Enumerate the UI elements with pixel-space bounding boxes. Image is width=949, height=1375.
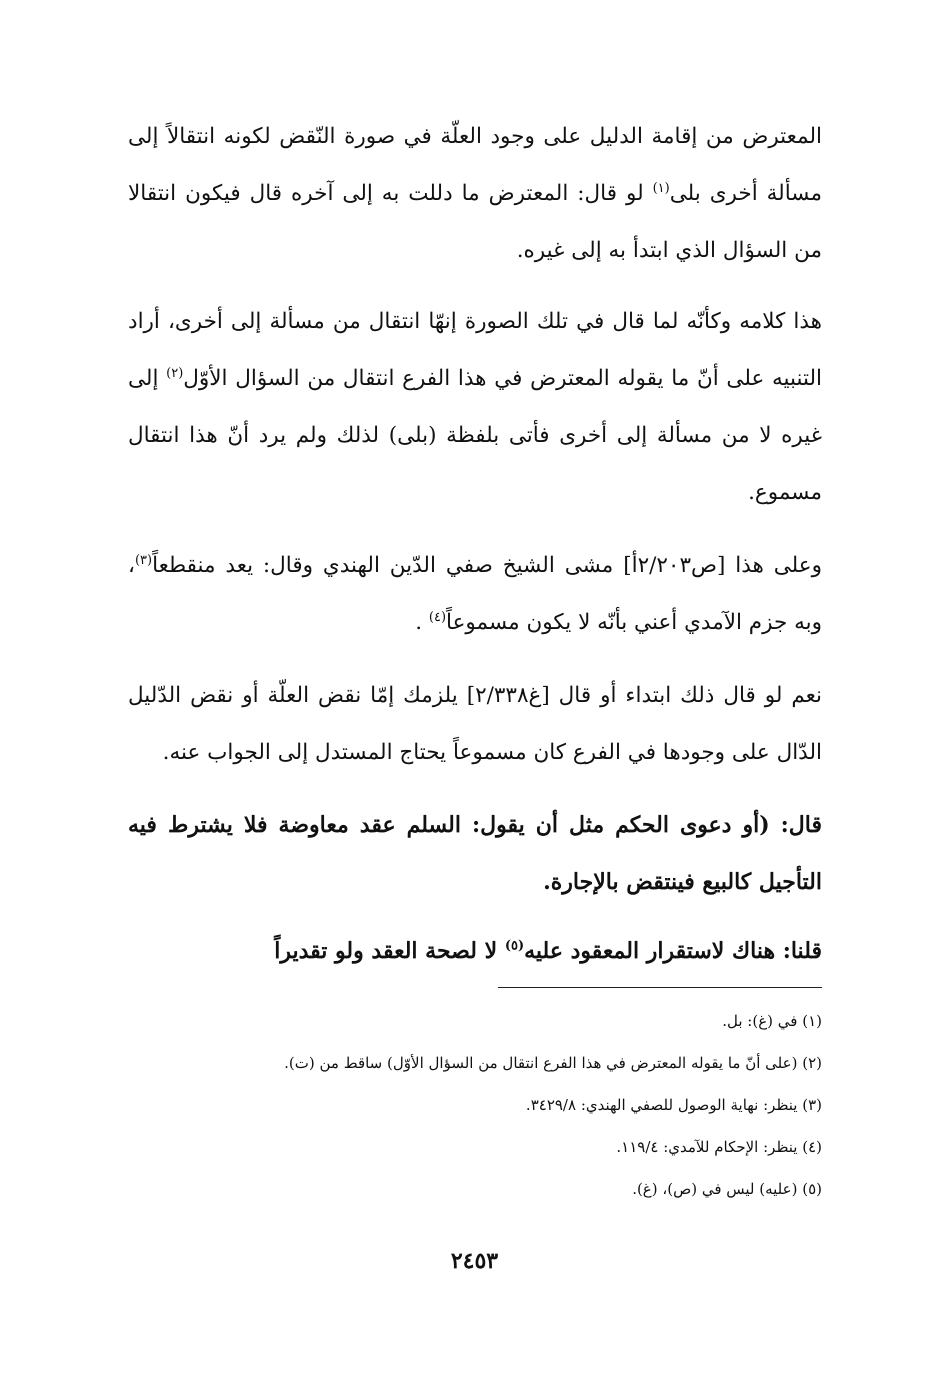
footnote-2: (٢) (على أنّ ما يقوله المعترض في هذا الفرع انتقال من السؤال الأوّل) ساقط من (ت). [284, 1054, 822, 1072]
paragraph-6-text-a: قلنا: هناك لاستقرار المعقود عليه [524, 938, 822, 964]
footnote-separator [498, 987, 822, 988]
paragraph-2-text-b: إلى غيره لا من مسألة إلى أخرى فأتى بلفظة (بلى) لذلك ولم يرد أنّ هذا انتقال مسموع. [128, 366, 822, 505]
paragraph-2 [128, 293, 822, 521]
footnote-5: (٥) (عليه) ليس في (ص)، (غ). [632, 1180, 822, 1198]
footnote-ref-5: (٥) [504, 938, 525, 954]
paragraph-6-response [128, 923, 822, 980]
footnote-ref-3: (٣) [134, 552, 153, 568]
paragraph-2-text-a: هذا كلامه وكأنّه لما قال في تلك الصورة إنهّا انتقال من مسألة إلى أخرى، أراد التنبيه على أنّ ما يقوله المعترض في هذا الفرع انتقال من السؤال الأوّل [128, 309, 822, 391]
footnote-ref-1: (١) [652, 180, 670, 196]
footnote-ref-4: (٤) [428, 609, 447, 625]
paragraph-5-quoted-text [128, 797, 822, 911]
footnote-ref-2: (٢) [166, 365, 184, 381]
paragraph-1-text-b: لو قال: المعترض ما دللت به إلى آخره قال فيكون انتقالا من السؤال الذي ابتدأ به إلى غيره. [128, 181, 822, 263]
footnote-3: (٣) ينظر: نهاية الوصول للصفي الهندي: ٣٤٢٩/٨. [525, 1096, 822, 1114]
paragraph-4 [128, 667, 822, 781]
paragraph-1 [128, 108, 822, 279]
paragraph-1-text-a: المعترض من إقامة الدليل على وجود العلّة في صورة النّقض لكونه انتقالاً إلى مسألة أخرى بلى [128, 124, 822, 206]
footnotes [128, 1000, 822, 1210]
paragraph-3-text-c: . [415, 610, 429, 635]
paragraph-3 [128, 537, 822, 651]
paragraph-4-text: نعم لو قال ذلك ابتداء أو قال [غ٢/٣٣٨] يلزمك إمّا نقض العلّة أو نقض الدّليل الدّال على وجودها في الفرع كان مسموعاً يحتاج المستدل إلى الجواب عنه. [128, 683, 822, 765]
paragraph-3-text-a: وعلى هذا [ص٢/٢٠٣أ] مشى الشيخ صفي الدّين الهندي وقال: يعد منقطعاً [152, 553, 822, 578]
footnote-4: (٤) ينظر: الإحكام للآمدي: ١١٩/٤. [616, 1138, 822, 1156]
page-number: ٢٤٥٣ [450, 1248, 499, 1274]
paragraph-6-text-b: لا لصحة العقد ولو تقديراً [274, 938, 505, 964]
paragraph-3-text-b: ، وبه جزم الآمدي أعني بأنّه لا يكون مسموعاً [128, 553, 822, 635]
paragraph-5-text: قال: (أو دعوى الحكم مثل أن يقول: السلم عقد معاوضة فلا يشترط فيه التأجيل كالبيع فينتقض بالإجارة. [128, 812, 822, 895]
footnote-1: (١) في (غ): بل. [722, 1012, 822, 1030]
main-text [128, 108, 822, 992]
